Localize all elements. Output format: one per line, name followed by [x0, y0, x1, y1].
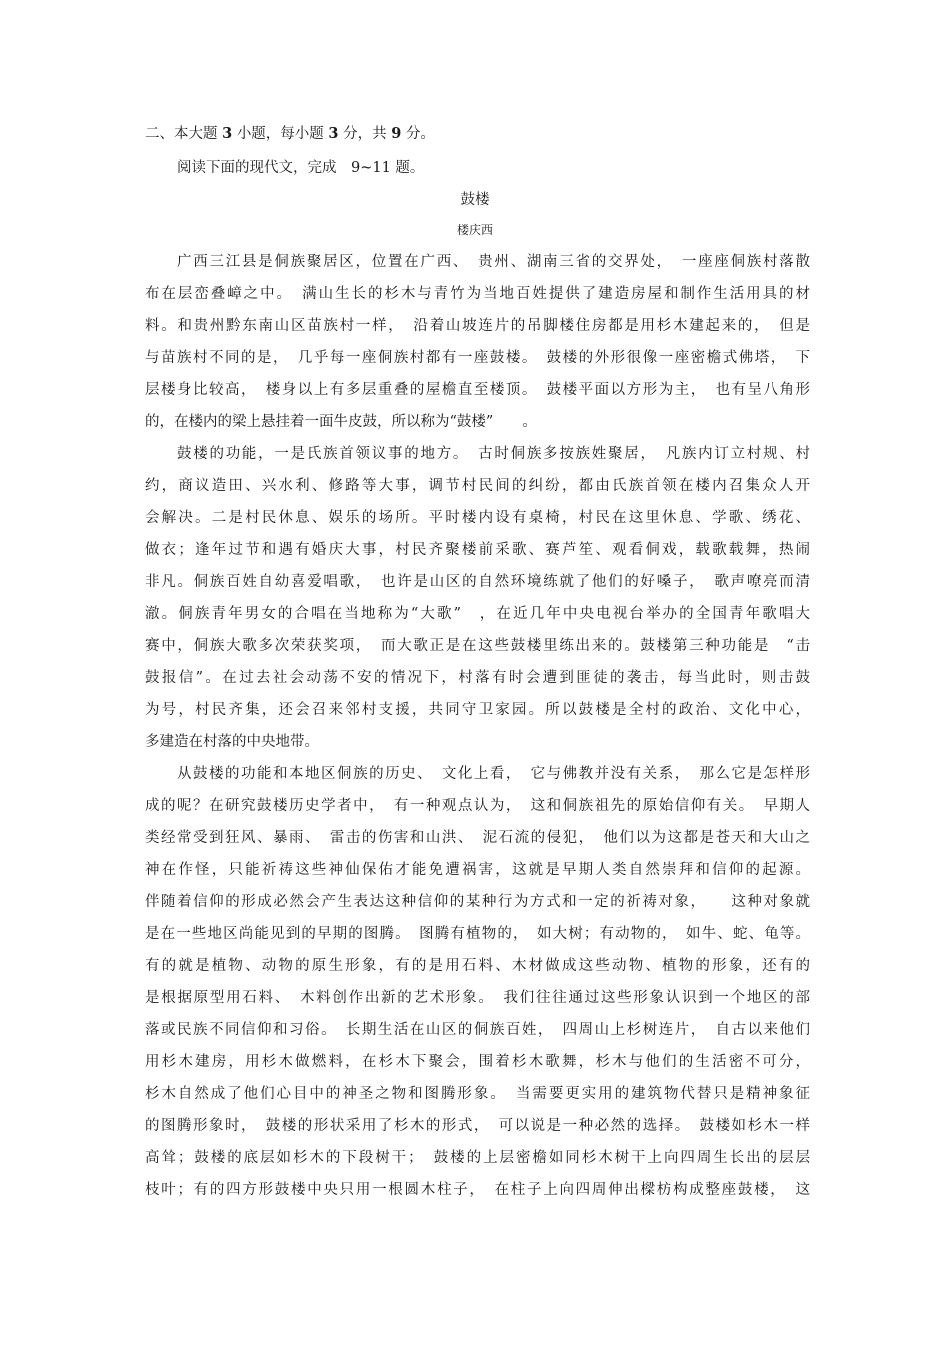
section-suffix: 分。: [405, 126, 435, 142]
section-points-each: 3: [328, 125, 339, 142]
article-line: 落或民族不同信仰和习俗。 长期生活在山区的侗族百姓， 四周山上杉树连片， 自古以来他们: [145, 1022, 810, 1038]
section-mid-1: 小题，每小题: [236, 126, 324, 142]
article-line: 用杉木建房，用杉木做燃料，在杉木下聚会，围着杉木歌舞，杉木与他们的生活密不可分，: [145, 1054, 810, 1070]
article-line: 约，商议造田、兴水利、修路等大事，调节村民间的纠纷，都由氏族首领在楼内召集众人开: [145, 478, 810, 494]
article-line: 层楼身比较高， 楼身以上有多层重叠的屋檐直至楼顶。 鼓楼平面以方形为主， 也有呈八角形: [145, 382, 810, 398]
article-line: 料。和贵州黔东南山区苗族村一样， 沿着山坡连片的吊脚楼住房都是用杉木建起来的， 但是: [145, 318, 810, 334]
article-line: 伴随着信仰的形成必然会产生表达这种信仰的某种行为方式和一定的祈祷对象， 这种对象就: [145, 894, 810, 910]
article-line: 广西三江县是侗族聚居区，位置在广西、 贵州、湖南三省的交界处， 一座座侗族村落散: [177, 254, 810, 270]
article-line: 成的呢？在研究鼓楼历史学者中， 有一种观点认为， 这和侗族祖先的原始信仰有关。 早期人: [145, 798, 810, 814]
article-line: 为号，村民齐集，还会召来邻村支援，共同守卫家园。所以鼓楼是全村的政治、文化中心，: [145, 702, 810, 718]
article-line: 神在作怪，只能祈祷这些神仙保佑才能免遭祸害，这就是早期人类自然崇拜和信仰的起源。: [145, 862, 810, 878]
article-line: 枝叶；有的四方形鼓楼中央只用一根圆木柱子， 在柱子上向四周伸出樑枋构成整座鼓楼， 这: [145, 1182, 810, 1198]
article-line: 是根据原型用石料、 木料创作出新的艺术形象。 我们往往通过这些形象认识到一个地区的部: [145, 990, 810, 1006]
article-line: 与苗族村不同的是， 几乎每一座侗族村都有一座鼓楼。 鼓楼的外形很像一座密檐式佛塔， 下: [145, 350, 810, 366]
article-line: 的图腾形象时， 鼓楼的形状采用了杉木的形式， 可以说是一种必然的选择。 鼓楼如杉木一样: [145, 1118, 810, 1134]
article-line: 杉木自然成了他们心目中的神圣之物和图腾形象。 当需要更实用的建筑物代替只是精神象征: [145, 1086, 810, 1102]
article-line: 多建造在村落的中央地带。: [145, 734, 319, 750]
article-author: 楼庆西: [456, 223, 493, 237]
article-line: 做衣；逢年过节和遇有婚庆大事，村民齐聚楼前采歌、赛芦笙、观看侗戏，载歌载舞，热闹: [145, 542, 810, 558]
article-line: 赛中，侗族大歌多次荣获奖项， 而大歌正是在这些鼓楼里练出来的。鼓楼第三种功能是 “击: [145, 638, 810, 654]
section-prefix: 二、本大题: [145, 126, 218, 142]
article-line: 鼓报信”。在过去社会动荡不安的情况下，村落有时会遭到匪徒的袭击，每当此时，则击鼓: [145, 670, 810, 686]
section-mid-2: 分，共: [343, 126, 387, 142]
article-line: 从鼓楼的功能和本地区侗族的历史、 文化上看， 它与佛教并没有关系， 那么它是怎样形: [177, 766, 810, 782]
article-line: 鼓楼的功能，一是氏族首领议事的地方。 古时侗族多按族姓聚居， 凡族内订立村规、村: [177, 446, 810, 462]
article-line: 是在一些地区尚能见到的早期的图腾。 图腾有植物的， 如大树；有动物的， 如牛、蛇、龟等。: [145, 926, 810, 942]
article-line: 的，在楼内的梁上悬挂着一面牛皮鼓，所以称为“鼓楼” 。: [145, 414, 537, 430]
article-line: 会解决。二是村民休息、娱乐的场所。平时楼内设有桌椅，村民在这里休息、学歌、绣花、: [145, 510, 810, 526]
article-title: 鼓楼: [460, 192, 490, 208]
article-line: 布在层峦叠嶂之中。 满山生长的杉木与青竹为当地百姓提供了建造房屋和制作生活用具的材: [145, 286, 810, 302]
article-line: 有的就是植物、动物的原生形象，有的是用石料、木材做成这些动物、植物的形象，还有的: [145, 958, 810, 974]
section-header: [145, 118, 810, 150]
section-total-points: 9: [391, 125, 402, 142]
article-line: 类经常受到狂风、暴雨、 雷击的伤害和山洪、 泥石流的侵犯， 他们以为这都是苍天和大山之: [145, 830, 810, 846]
article-line: 非凡。侗族百姓自幼喜爱唱歌， 也许是山区的自然环境练就了他们的好嗓子， 歌声嘹亮而清: [145, 574, 810, 590]
article-line: 澈。侗族青年男女的合唱在当地称为“大歌” ，在近几年中央电视台举办的全国青年歌唱大: [145, 606, 810, 622]
reading-instruction: 阅读下面的现代文，完成 9~11 题。: [177, 160, 425, 176]
article-line: 高耸；鼓楼的底层如杉木的下段树干； 鼓楼的上层密檐如同杉木树干上向四周生长出的层层: [145, 1150, 810, 1166]
section-question-count: 3: [222, 125, 233, 142]
